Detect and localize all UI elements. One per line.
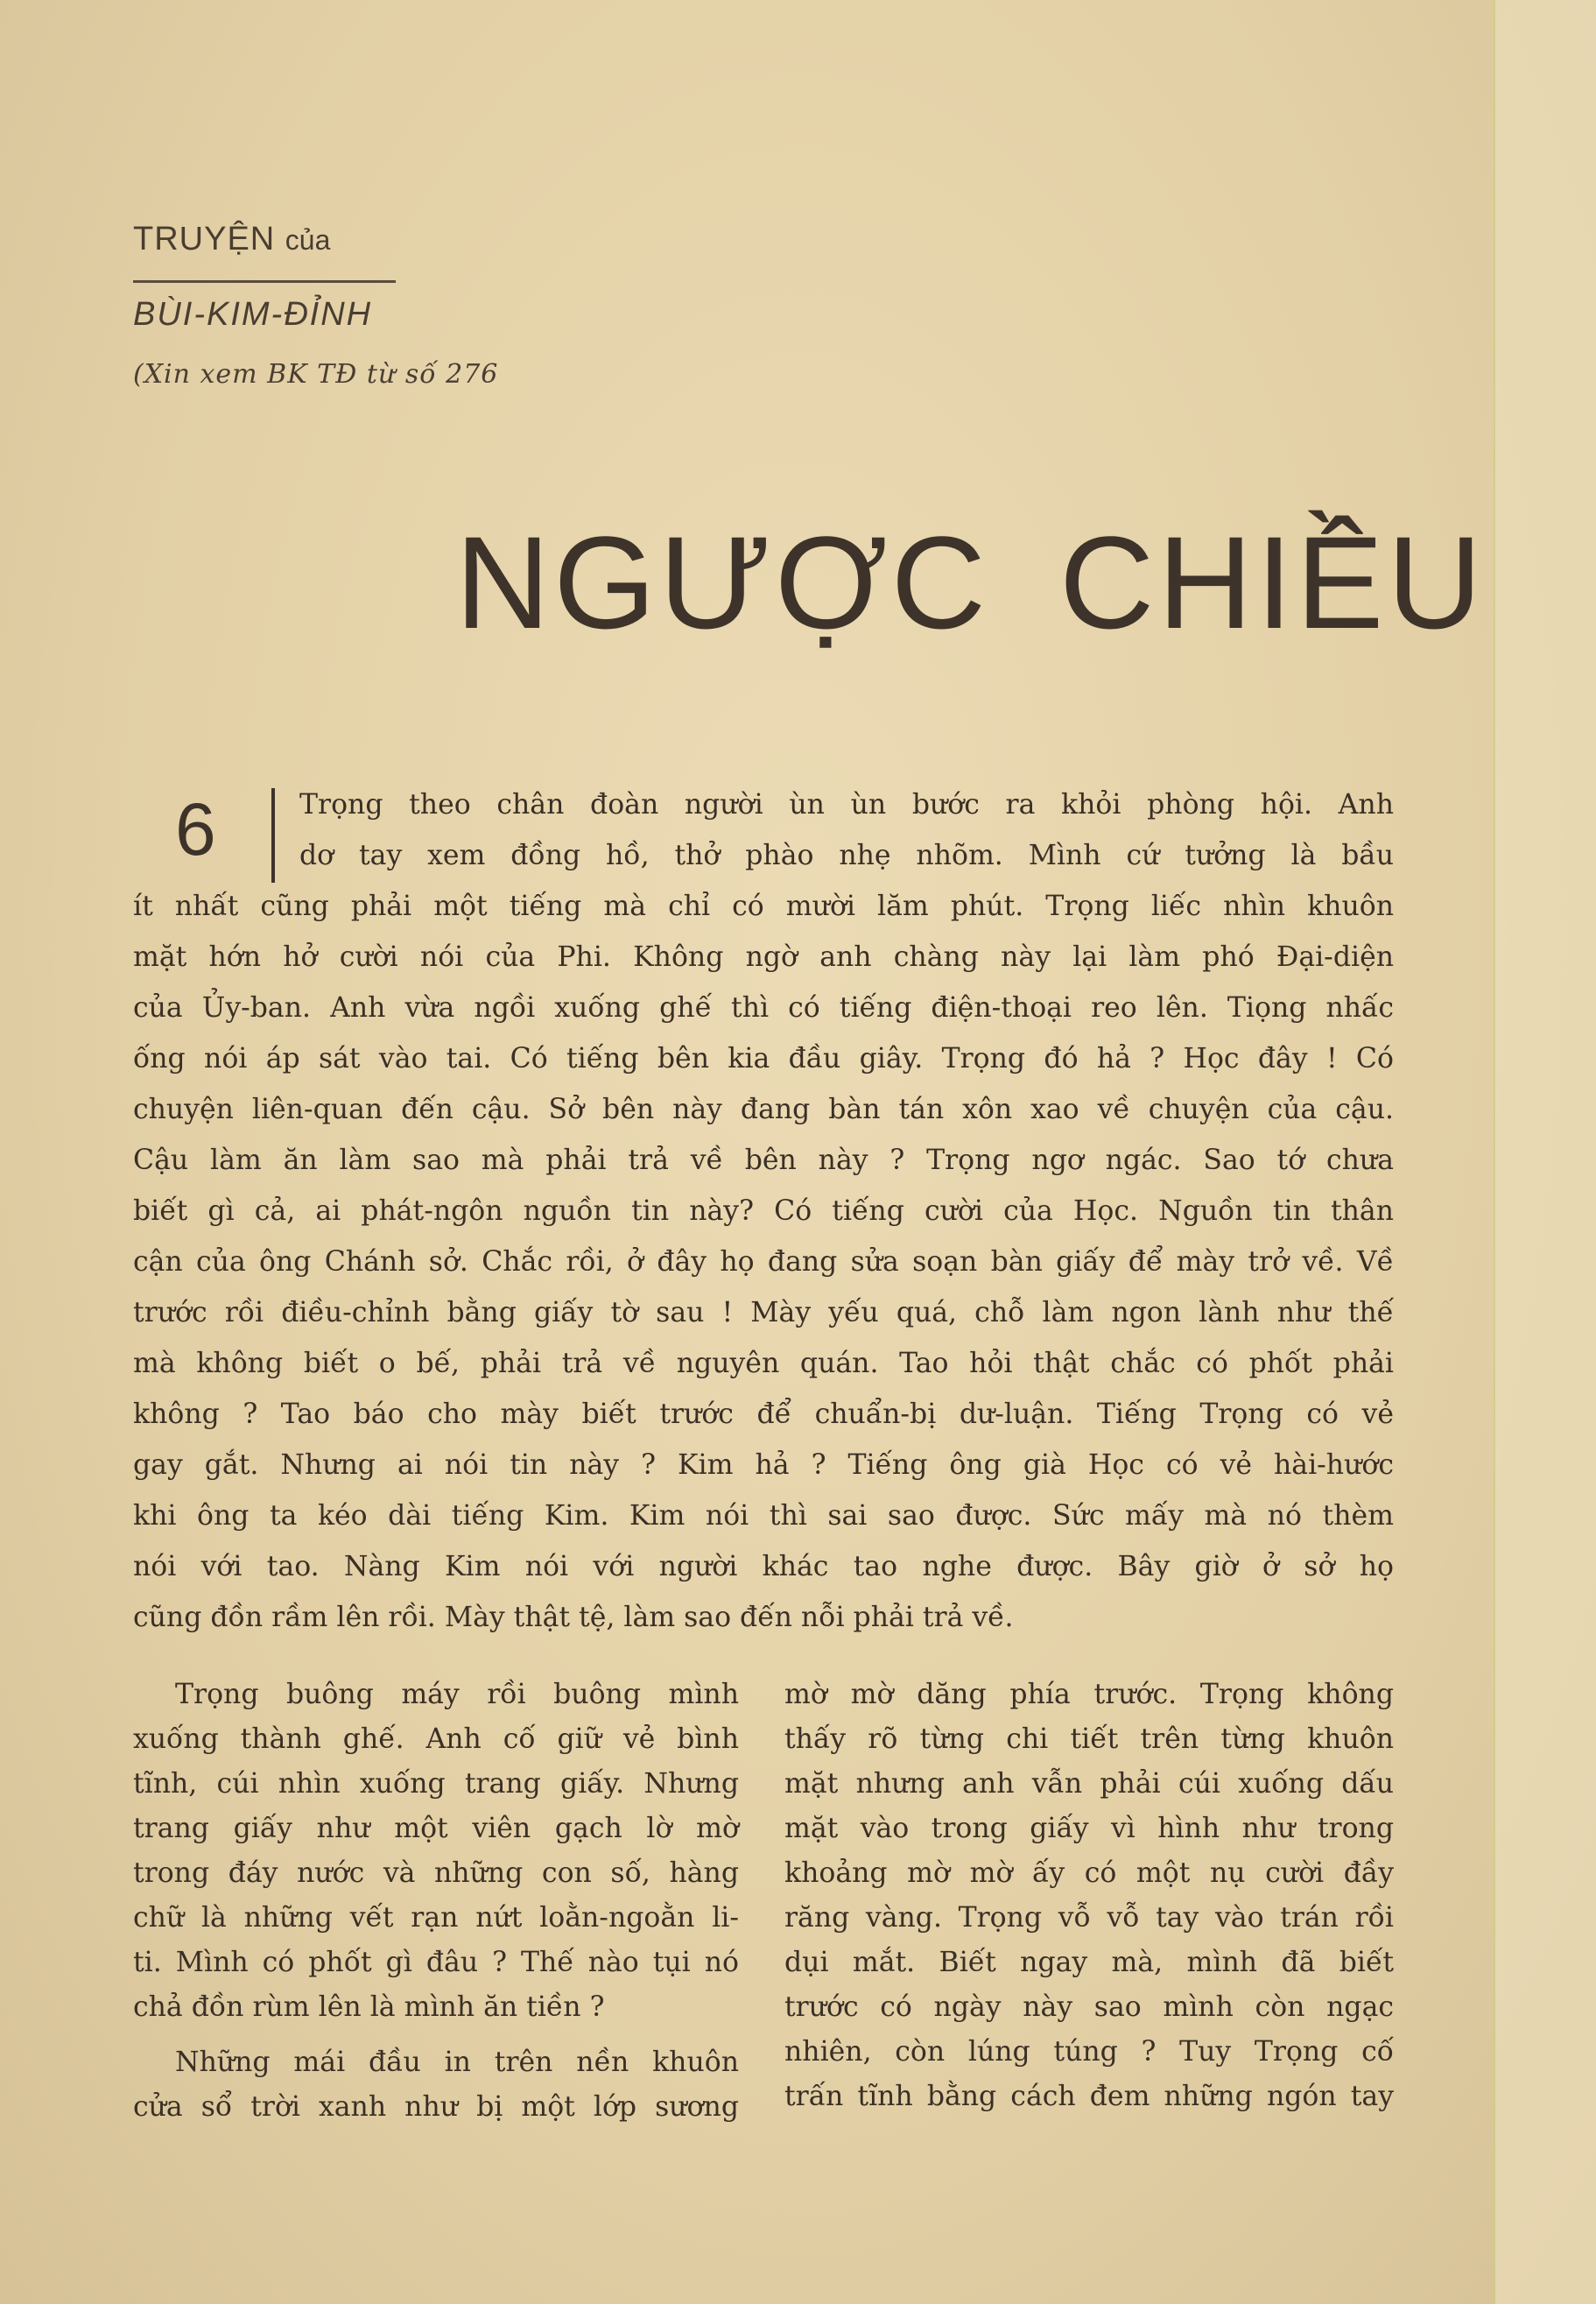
text-line: biết gì cả, ai phát-ngôn nguồn tin này? Có tiếng cười của Học. Nguồn tin thân <box>133 1195 1394 1227</box>
text-line: mặt hớn hở cười nói của Phi. Không ngờ anh chàng này lại làm phó Đại-diện <box>133 941 1394 973</box>
text-line: khoảng mờ mờ ấy có một nụ cười đầy <box>784 1857 1394 1889</box>
text-line: gay gắt. Nhưng ai nói tin này ? Kim hả ? Tiếng ông già Học có vẻ hài-hước <box>133 1449 1394 1481</box>
text-line: chữ là những vết rạn nứt loằn-ngoằn li- <box>133 1902 739 1934</box>
text-line: Trọng theo chân đoàn người ùn ùn bước ra khỏi phòng hội. Anh <box>299 789 1394 821</box>
right-column <box>784 1673 1394 2119</box>
first-paragraph-body <box>133 881 1394 1643</box>
fold-line <box>1494 0 1495 2304</box>
text-line: không ? Tao báo cho mày biết trước để chuẩn-bị dư-luận. Tiếng Trọng có vẻ <box>133 1399 1394 1430</box>
text-line: trước rồi điều-chỉnh bằng giấy tờ sau ! Mày yếu quá, chỗ làm ngon lành như thế <box>133 1297 1394 1328</box>
text-line: mờ mờ dăng phía trước. Trọng không <box>784 1679 1394 1710</box>
text-line: dụi mắt. Biết ngay mà, mình đã biết <box>784 1947 1394 1978</box>
text-line: Cậu làm ăn làm sao mà phải trả về bên này ? Trọng ngơ ngác. Sao tớ chưa <box>133 1145 1394 1176</box>
text-line: thấy rõ từng chi tiết trên từng khuôn <box>784 1723 1394 1755</box>
text-line: trước có ngày này sao mình còn ngạc <box>784 1991 1394 2023</box>
title-word-2: CHIỀU <box>1059 509 1486 656</box>
text-line: Những mái đầu in trên nền khuôn <box>175 2047 739 2078</box>
text-line: ít nhất cũng phải một tiếng mà chỉ có mười lăm phút. Trọng liếc nhìn khuôn <box>133 891 1394 922</box>
text-line: Trọng buông máy rồi buông mình <box>175 1679 739 1710</box>
left-paragraph-1 <box>133 1673 739 2030</box>
text-line: ti. Mình có phốt gì đâu ? Thế nào tụi nó <box>133 1947 739 1978</box>
text-line: mà không biết o bế, phải trả về nguyên quán. Tao hỏi thật chắc có phốt phải <box>133 1348 1394 1379</box>
series-word: TRUYỆN <box>133 221 276 257</box>
text-line: mặt nhưng anh vẫn phải cúi xuống dấu <box>784 1768 1394 1800</box>
text-line: nhiên, còn lúng túng ? Tuy Trọng cố <box>784 2036 1394 2068</box>
text-line: ống nói áp sát vào tai. Có tiếng bên kia đầu giây. Trọng đó hả ? Học đây ! Có <box>133 1043 1394 1074</box>
text-line: xuống thành ghế. Anh cố giữ vẻ bình <box>133 1723 739 1755</box>
author-name: BÙI-KIM-ĐỈNH <box>133 296 373 333</box>
text-line: mặt vào trong giấy vì hình như trong <box>784 1813 1394 1844</box>
text-line: dơ tay xem đồng hồ, thở phào nhẹ nhõm. Mình cứ tưởng là bầu <box>299 840 1394 871</box>
text-line: chuyện liên-quan đến cậu. Sở bên này đang bàn tán xôn xao về chuyện của cậu. <box>133 1094 1394 1125</box>
reference-note: (Xin xem BK TĐ từ số 276 <box>133 359 499 390</box>
story-title <box>455 509 1486 656</box>
text-line: nói với tao. Nàng Kim nói với người khác tao nghe được. Bây giờ ở sở họ <box>133 1551 1394 1582</box>
text-line: cận của ông Chánh sở. Chắc rồi, ở đây họ đang sửa soạn bàn giấy để mày trở về. Về <box>133 1246 1394 1278</box>
chapter-number: 6 <box>175 788 216 870</box>
text-line: tĩnh, cúi nhìn xuống trang giấy. Nhưng <box>133 1768 739 1800</box>
series-of: của <box>285 224 331 256</box>
text-line: khi ông ta kéo dài tiếng Kim. Kim nói thì sai sao được. Sức mấy mà nó thèm <box>133 1500 1394 1532</box>
page-margin <box>1495 0 1596 2304</box>
series-label <box>133 221 330 258</box>
title-word-1: NGƯỢC <box>455 509 990 656</box>
text-line: trấn tĩnh bằng cách đem những ngón tay <box>784 2081 1394 2112</box>
text-line: trang giấy như một viên gạch lờ mờ <box>133 1813 739 1844</box>
first-paragraph-opening <box>299 779 1394 881</box>
text-line: cũng đồn rầm lên rồi. Mày thật tệ, làm sao đến nỗi phải trả về. <box>133 1602 1014 1633</box>
header-rule <box>133 280 396 283</box>
text-line: của Ủy-ban. Anh vừa ngồi xuống ghế thì có tiếng điện-thoại reo lên. Tiọng nhấc <box>133 992 1394 1024</box>
chapter-divider <box>271 788 275 883</box>
left-paragraph-2 <box>133 2040 739 2130</box>
text-line: trong đáy nước và những con số, hàng <box>133 1857 739 1889</box>
text-line: răng vàng. Trọng vỗ vỗ tay vào trán rồi <box>784 1902 1394 1934</box>
left-column <box>133 1673 739 2130</box>
text-line: cửa sổ trời xanh như bị một lớp sương <box>133 2091 739 2123</box>
text-line: chả đồn rùm lên là mình ăn tiền ? <box>133 1991 605 2023</box>
